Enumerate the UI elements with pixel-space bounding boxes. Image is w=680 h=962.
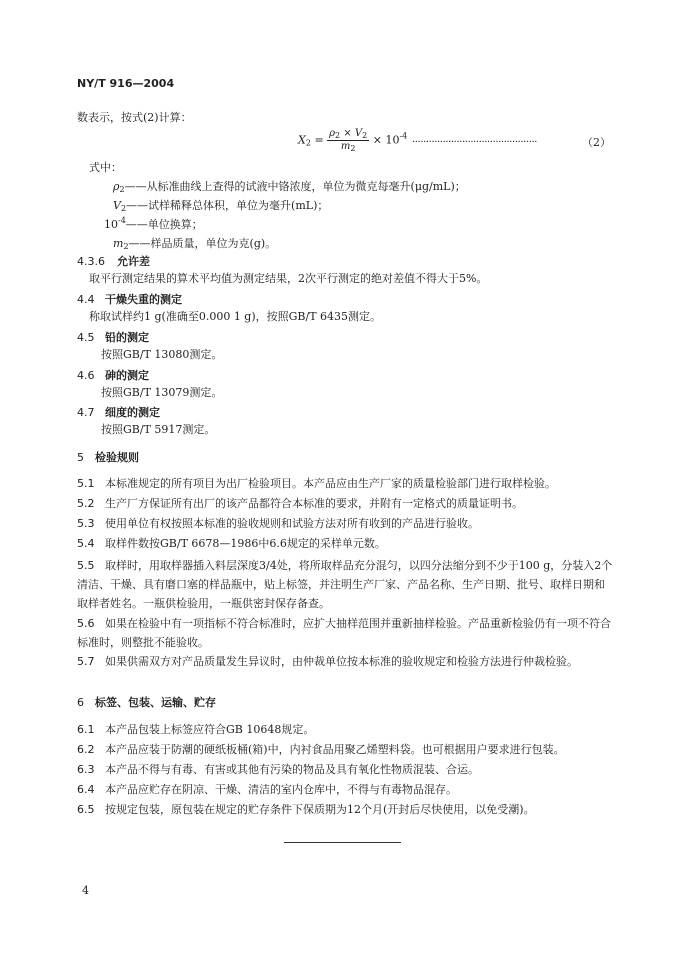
clause-number: 5.7 bbox=[77, 655, 95, 668]
definition-superscript: -4 bbox=[118, 216, 126, 225]
section-title: 铅的测定 bbox=[105, 331, 149, 344]
definition-text: ——样品质量，单位为克(g)。 bbox=[128, 237, 277, 250]
chapter-number: 5 bbox=[77, 451, 84, 464]
formula-den: m bbox=[340, 141, 351, 152]
section-title: 允许差 bbox=[117, 255, 150, 268]
chapter-heading bbox=[77, 695, 216, 711]
clause-number: 6.2 bbox=[77, 743, 95, 756]
formula-num-a: ρ bbox=[329, 128, 336, 139]
clause-text: 生产厂方保证所有出厂的该产品都符合本标准的要求，并附有一定格式的质量证明书。 bbox=[105, 497, 523, 510]
standard-code: NY/T 916—2004 bbox=[77, 77, 175, 90]
formula-lhs-sub: 2 bbox=[305, 138, 311, 148]
section-body: 按照GB/T 5917测定。 bbox=[101, 423, 216, 436]
clause-item bbox=[77, 742, 565, 758]
definition-subscript: 2 bbox=[119, 185, 125, 194]
where-label: 式中： bbox=[89, 161, 122, 174]
definition-subscript: 2 bbox=[120, 204, 127, 213]
clause-number: 5.6 bbox=[77, 617, 95, 630]
clause-number: 6.3 bbox=[77, 763, 95, 776]
end-rule bbox=[284, 842, 401, 843]
definition-subscript: 2 bbox=[123, 242, 129, 251]
section-number: 4.5 bbox=[77, 331, 95, 344]
definition-symbol: m bbox=[113, 237, 124, 250]
section-heading bbox=[77, 368, 149, 384]
clause-text: 按规定包装，原包装在规定的贮存条件下保质期为12个月(开封后尽快使用，以免受潮)。 bbox=[105, 803, 535, 816]
clause-number: 5.3 bbox=[77, 517, 95, 530]
section-title: 细度的测定 bbox=[105, 406, 160, 419]
clause-text: 本产品不得与有毒、有害或其他有污染的物品及具有氧化性物质混装、合运。 bbox=[105, 763, 479, 776]
clause-text: 如果在检验中有一项指标不符合标准时，应扩大抽样范围并重新抽样检验。产品重新检验仍有一项不符合标准时，则整批不能验收。 bbox=[77, 617, 611, 649]
clause-text: 如果供需双方对产品质量发生异议时，由仲裁单位按本标准的验收规定和检验方法进行仲裁检验。 bbox=[105, 655, 578, 668]
definition-symbol: 10 bbox=[104, 218, 118, 231]
formula-eq-number: （2） bbox=[582, 136, 611, 149]
formula-lhs: X bbox=[298, 133, 306, 147]
section-body: 称取试样约1 g(准确至0.000 1 g)，按照GB/T 6435测定。 bbox=[89, 310, 382, 323]
definition-text: ——试样稀释总体积，单位为毫升(mL)； bbox=[126, 199, 329, 212]
clause-item bbox=[77, 516, 479, 532]
clause-text: 取样件数按GB/T 6678—1986中6.6规定的采样单元数。 bbox=[105, 537, 386, 550]
clause-text: 取样时，用取样器插入料层深度3/4处，将所取样品充分混匀，以四分法缩分到不少于100 g，分装入2个清洁、干燥、具有磨口塞的样品瓶中，贴上标签，并注明生产厂家、产品名称、生产日期、批号、取样日期和取样者姓名。一瓶供检验用，一瓶供密封保存备查。 bbox=[77, 559, 613, 610]
formula-exp: -4 bbox=[399, 131, 408, 141]
clause-text: 使用单位有权按照本标准的验收规则和试验方法对所有收到的产品进行验收。 bbox=[105, 517, 479, 530]
chapter-title: 检验规则 bbox=[95, 451, 139, 464]
section-body: 按照GB/T 13080测定。 bbox=[101, 348, 223, 361]
clause-number: 5.4 bbox=[77, 537, 95, 550]
formula-num-b: V bbox=[354, 128, 363, 139]
clause-item bbox=[77, 802, 535, 818]
formula-num-b-sub: 2 bbox=[362, 131, 368, 140]
chapter-number: 6 bbox=[77, 696, 84, 709]
formula-fraction bbox=[327, 128, 369, 153]
formula-eq: = bbox=[314, 133, 324, 147]
clause-item bbox=[77, 496, 523, 512]
formula-times: × bbox=[343, 128, 352, 139]
chapter-title: 标签、包装、运输、贮存 bbox=[95, 696, 216, 709]
clause-item bbox=[77, 652, 613, 671]
clause-item bbox=[77, 536, 386, 552]
section-heading bbox=[77, 292, 182, 308]
section-heading bbox=[77, 330, 149, 346]
definition-item bbox=[113, 198, 328, 214]
definition-item bbox=[113, 236, 276, 252]
clause-number: 5.2 bbox=[77, 497, 95, 510]
formula-leader: ············································· bbox=[412, 137, 538, 148]
clause-number: 6.1 bbox=[77, 723, 95, 736]
definition-text: ——从标准曲线上查得的试液中铬浓度，单位为微克每毫升(μg/mL)； bbox=[124, 180, 466, 193]
clause-item bbox=[77, 476, 556, 492]
section-number: 4.6 bbox=[77, 369, 95, 382]
clause-item bbox=[77, 762, 479, 778]
clause-number: 5.1 bbox=[77, 477, 95, 490]
section-body: 取平行测定结果的算术平均值为测定结果，2次平行测定的绝对差值不得大于5%。 bbox=[89, 272, 488, 285]
section-heading bbox=[77, 254, 150, 270]
clause-text: 本标准规定的所有项目为出厂检验项目。本产品应由生产厂家的质量检验部门进行取样检验。 bbox=[105, 477, 556, 490]
clause-text: 本产品应装于防潮的硬纸板桶(箱)中，内衬食品用聚乙烯塑料袋。也可根据用户要求进行包装。 bbox=[105, 743, 565, 756]
formula-times-tail: × 10 bbox=[372, 133, 400, 147]
definition-item bbox=[104, 217, 203, 233]
section-title: 干燥失重的测定 bbox=[105, 293, 182, 306]
definition-item bbox=[113, 179, 466, 195]
clause-number: 6.5 bbox=[77, 803, 95, 816]
section-number: 4.3.6 bbox=[77, 255, 105, 268]
clause-text: 本产品包装上标签应符合GB 10648规定。 bbox=[105, 723, 315, 736]
clause-item bbox=[77, 614, 613, 652]
section-title: 砷的测定 bbox=[105, 369, 149, 382]
definition-symbol: V bbox=[113, 199, 121, 212]
formula-num-a-sub: 2 bbox=[335, 131, 341, 140]
clause-number: 5.5 bbox=[77, 559, 95, 572]
intro-text: 数表示，按式(2)计算： bbox=[77, 111, 192, 124]
section-number: 4.4 bbox=[77, 293, 95, 306]
section-heading bbox=[77, 405, 160, 421]
section-number: 4.7 bbox=[77, 406, 95, 419]
clause-item bbox=[77, 782, 457, 798]
clause-item bbox=[77, 722, 314, 738]
clause-number: 6.4 bbox=[77, 783, 95, 796]
formula bbox=[298, 128, 407, 153]
definition-symbol: ρ bbox=[113, 180, 120, 193]
section-body: 按照GB/T 13079测定。 bbox=[101, 386, 223, 399]
formula-den-sub: 2 bbox=[350, 144, 356, 153]
clause-item bbox=[77, 556, 613, 613]
page-number: 4 bbox=[82, 884, 89, 897]
clause-text: 本产品应贮存在阴凉、干燥、清洁的室内仓库中，不得与有毒物品混存。 bbox=[105, 783, 457, 796]
chapter-heading bbox=[77, 450, 139, 466]
definition-text: ——单位换算； bbox=[125, 218, 203, 231]
